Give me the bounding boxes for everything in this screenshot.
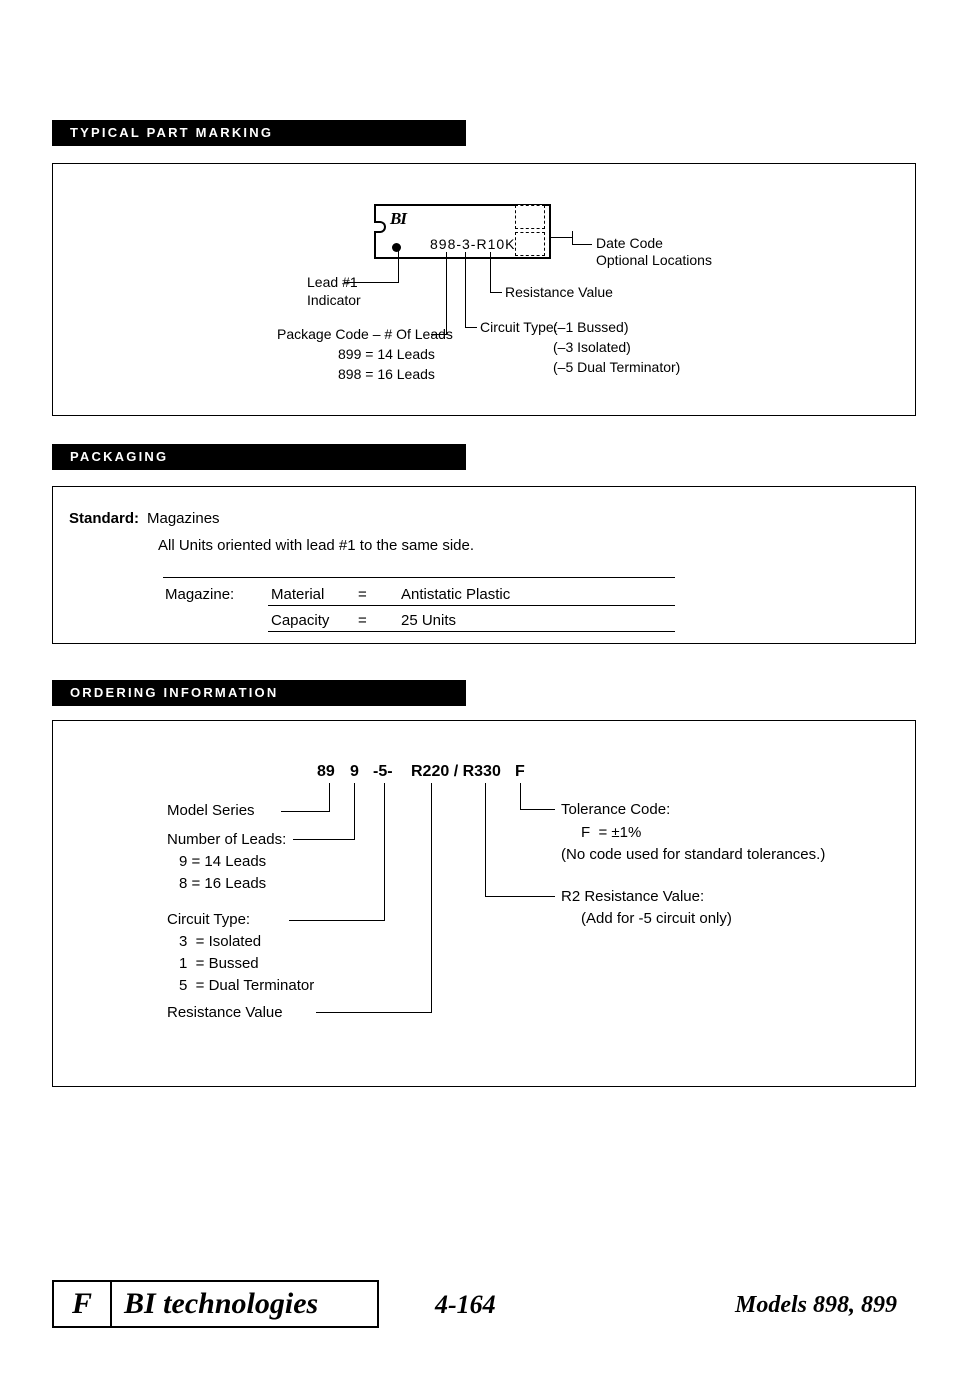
callout-package-899: 899 = 14 Leads <box>338 346 435 362</box>
page-number: 4-164 <box>435 1290 496 1319</box>
packaging-row-1-eq: = <box>358 612 367 629</box>
callout-circuit-1: (–1 Bussed) <box>553 319 629 335</box>
packaging-row-1-value: 25 Units <box>401 612 457 629</box>
callout-date-code: Date Code <box>596 235 663 251</box>
leader-circuit-type-v <box>384 783 385 920</box>
leader-tolerance-v <box>520 783 521 809</box>
label-leads-9: 9 = 14 Leads <box>179 853 267 870</box>
label-circuit-1: 1 = Bussed <box>179 955 259 972</box>
ordering-code-circuit: -5- <box>373 763 393 780</box>
leader-r2-v <box>485 783 486 896</box>
chip-logo: BI <box>390 209 406 228</box>
ordering-code-model: 89 <box>317 763 335 780</box>
packaging-row-1-property: Capacity <box>271 612 330 629</box>
models-label: Models 898, 899 <box>735 1292 897 1318</box>
packaging-row-0-value: Antistatic Plastic <box>401 586 511 603</box>
section-header-packaging: PACKAGING <box>52 444 466 470</box>
leader-circuit-v <box>465 252 466 327</box>
packaging-note: All Units oriented with lead #1 to the same side. <box>158 537 475 554</box>
packaging-row-0-eq: = <box>358 586 367 603</box>
packaging-standard-value: Magazines <box>147 510 220 527</box>
label-r2-value: R2 Resistance Value: <box>561 888 705 905</box>
label-leads-8: 8 = 16 Leads <box>179 875 267 892</box>
lead1-dot-icon <box>392 243 401 252</box>
bi-logo-mark-icon: F <box>54 1282 112 1326</box>
leader-r2-h <box>485 896 555 897</box>
date-code-box-lower <box>515 232 545 256</box>
leader-resistance-h <box>490 292 502 293</box>
callout-package-898: 898 = 16 Leads <box>338 366 435 382</box>
leader-leads-v <box>354 783 355 839</box>
packaging-row-0-property: Material <box>271 586 325 603</box>
ordering-box <box>52 720 916 1087</box>
label-tolerance-note: (No code used for standard tolerances.) <box>561 846 826 863</box>
date-code-box-upper <box>515 205 545 229</box>
label-circuit-type: Circuit Type: <box>167 911 251 928</box>
label-circuit-5: 5 = Dual Terminator <box>179 977 315 994</box>
callout-lead1-sub: Indicator <box>307 292 361 308</box>
label-r2-note: (Add for -5 circuit only) <box>581 910 732 927</box>
callout-lead1: Lead #1 <box>307 274 358 290</box>
label-circuit-3: 3 = Isolated <box>179 933 262 950</box>
leader-circuit-type-h <box>289 920 385 921</box>
leader-tolerance-h <box>520 809 555 810</box>
ordering-code-resistance: R220 / R330 <box>411 763 501 780</box>
label-model-series: Model Series <box>167 802 255 819</box>
leader-model-series-v <box>329 783 330 811</box>
leader-circuit-h <box>465 327 477 328</box>
leader-resistance-v <box>490 252 491 292</box>
footer-logo-box <box>52 1280 379 1328</box>
packaging-table-rule-top <box>163 577 675 578</box>
label-resistance-value: Resistance Value <box>167 1004 283 1021</box>
packaging-table-rule-mid <box>268 605 675 606</box>
ordering-code-leads: 9 <box>350 763 359 780</box>
ordering-code-tolerance: F <box>515 763 525 780</box>
chip-part-number: 898-3-R10K <box>430 236 516 252</box>
label-number-of-leads: Number of Leads: <box>167 831 287 848</box>
leader-package-v <box>446 252 447 334</box>
company-name: BI technologies <box>124 1287 319 1320</box>
leader-resistance-value-v <box>431 783 432 1012</box>
callout-circuit-3: (–3 Isolated) <box>553 339 631 355</box>
leader-lead1-v <box>398 248 399 283</box>
packaging-box <box>52 486 916 644</box>
packaging-table-rule-bottom <box>268 631 675 632</box>
chip-notch <box>374 221 386 233</box>
callout-circuit-type: Circuit Type: <box>480 319 558 335</box>
leader-leads-h <box>293 839 355 840</box>
callout-circuit-5: (–5 Dual Terminator) <box>553 359 681 375</box>
leader-date-code-v <box>572 231 573 245</box>
section-header-ordering: ORDERING INFORMATION <box>52 680 466 706</box>
callout-date-code-sub: Optional Locations <box>596 252 712 268</box>
packaging-table-label: Magazine: <box>165 586 235 603</box>
label-tolerance-f: F = ±1% <box>581 824 642 841</box>
callout-resistance-value: Resistance Value <box>505 284 613 300</box>
label-tolerance-code: Tolerance Code: <box>561 801 671 818</box>
leader-model-series-h <box>281 811 330 812</box>
part-marking-box <box>52 163 916 416</box>
leader-resistance-value-h <box>316 1012 432 1013</box>
leader-date-code-h <box>551 237 573 238</box>
packaging-standard-label: Standard: <box>69 510 140 527</box>
callout-package-code: Package Code – # Of Leads <box>277 326 453 342</box>
leader-date-code-h2 <box>572 244 592 245</box>
section-header-part-marking: TYPICAL PART MARKING <box>52 120 466 146</box>
